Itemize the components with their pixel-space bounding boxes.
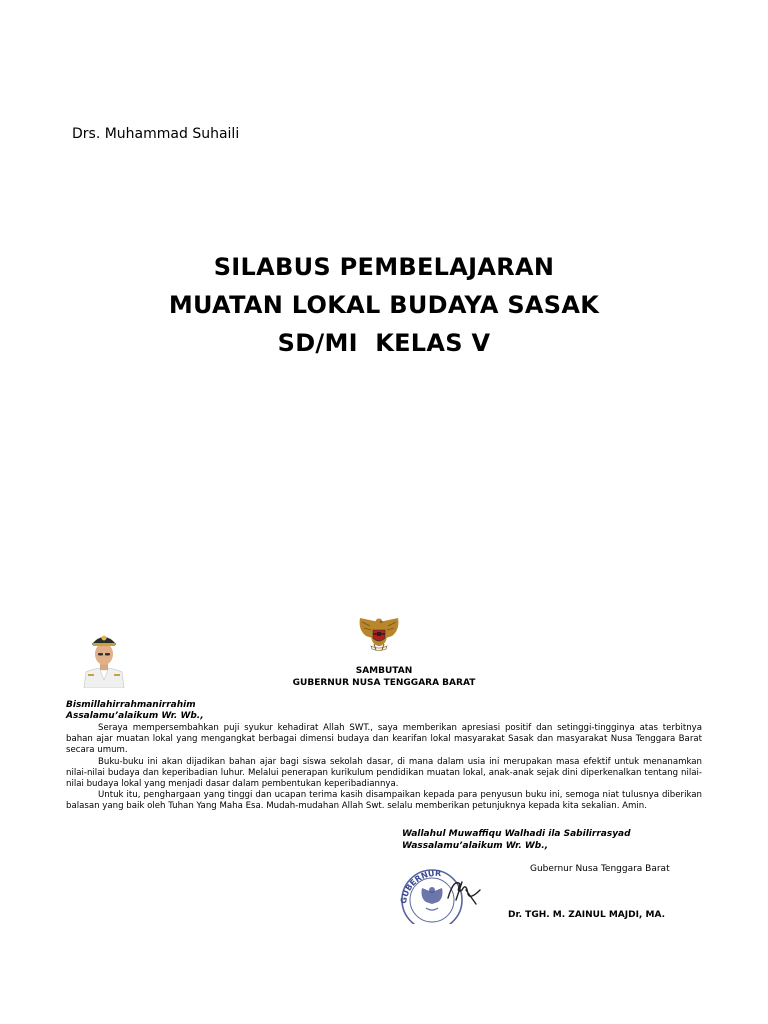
author-name: Drs. Muhammad Suhaili [72,126,240,142]
signature-name: Dr. TGH. M. ZAINUL MAJDI, MA. [508,910,665,920]
title-line-2: MUATAN LOKAL BUDAYA SASAK [168,291,600,319]
garuda-emblem-icon [356,616,402,654]
foreword-paragraph-1: Seraya mempersembahkan puji syukur kehadirat Allah SWT., saya memberikan apresiasi positif dan setinggi-tingginya atas terbitnya bahan ajar muatan lokal yang mengangkat berbagai dimensi budaya dan kearifan lokal masyarakat Sasak dan masyarakat Nusa Tenggara Barat secara umum. [66,723,702,756]
title-block [0,248,768,362]
signature-title: Gubernur Nusa Tenggara Barat [530,864,670,874]
foreword-paragraph-3: Untuk itu, penghargaan yang tinggi dan ucapan terima kasih disampaikan kepada para penyusun buku ini, semoga niat tulusnya diberikan balasan yang baik oleh Tuhan Yang Maha Esa. Mudah-mudahan Allah Swt. selalu memberikan petunjuknya kepada kita sekalian. Amin. [66,790,702,812]
opening-salam: Assalamu’alaikum Wr. Wb., [66,711,204,721]
foreword-subheading: GUBERNUR NUSA TENGGARA BARAT [292,678,476,688]
seal-text: GUBERNUR [398,868,442,905]
title-line-3: SD/MI KELAS V [277,329,491,357]
opening-bismillah: Bismillahirrahmanirrahim [66,700,196,710]
foreword-heading: SAMBUTAN [355,666,413,676]
foreword-paragraph-2: Buku-buku ini akan dijadikan bahan ajar bagi siswa sekolah dasar, di mana dalam usia ini merupakan masa efektif untuk menanamkan nilai-nilai budaya dan keperibadian luhur. Melalui penerapan kurikulum pendidikan muatan lokal, anak-anak sejak dini diperkenalkan tentang nilai-nilai budaya lokal yang menjadi dasar dalam pembentukan keperibadiannya. [66,756,702,790]
title-line-1: SILABUS PEMBELAJARAN [213,253,555,281]
closing-salam: Wassalamu’alaikum Wr. Wb., [402,841,549,851]
official-seal-signature-image [396,860,486,924]
foreword-body [66,723,702,813]
closing-wallahul: Wallahul Muwaffiqu Walhadi ila Sabilirrasyad [402,829,631,839]
